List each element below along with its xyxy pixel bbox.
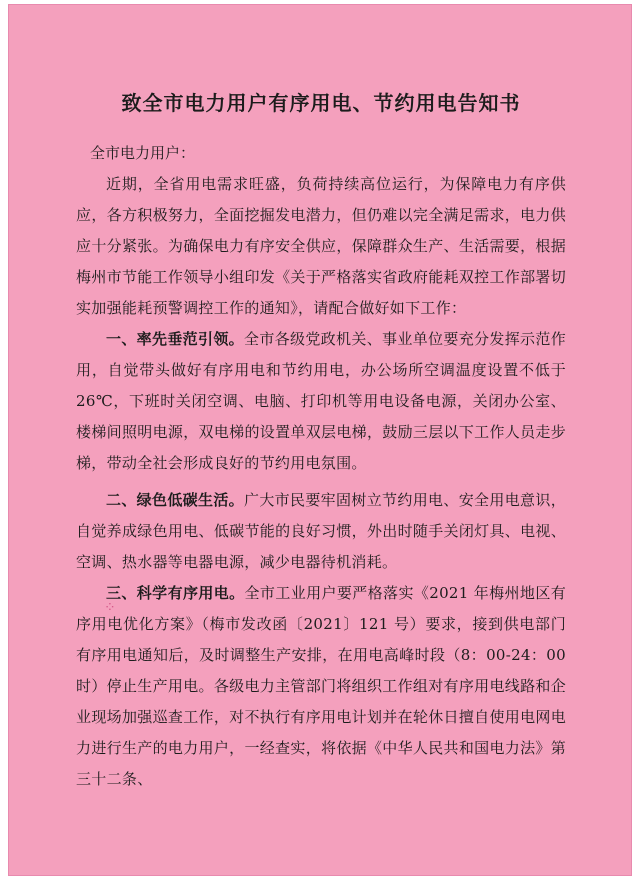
salutation: 全市电力用户： [90, 144, 196, 162]
document-title: 致全市电力用户有序用电、节约用电告知书 [121, 91, 521, 115]
section-3-paragraph [76, 578, 566, 795]
ink-smudge-mark: ⁘ [104, 600, 116, 616]
section-3-body: 全市工业用户要严格落实《2021 年梅州地区有序用电优化方案》（梅市发改函〔2021〕121 号）要求，接到供电部门有序用电通知后，及时调整生产安排，在用电高峰时段（8：00-24：00 时）停止生产用电。各级电力主管部门将组织工作组对有序用电线路和企业现场加强巡查工作，对不执行有序用电计划并在轮休日擅自使用电网电力进行生产的电力用户，一经查实，将依据《中华人民共和国电力法》第三十二条、 [76, 584, 567, 788]
section-1-paragraph [76, 324, 566, 479]
document-page [8, 4, 632, 876]
intro-paragraph: 近期，全省用电需求旺盛，负荷持续高位运行，为保障电力有序供应，各方积极努力，全面挖掘发电潜力，但仍难以完全满足需求，电力供应十分紧张。为确保电力有序安全供应，保障群众生产、生活需要，根据梅州市节能工作领导小组印发《关于严格落实省政府能耗双控工作部署切实加强能耗预警调控工作的通知》，请配合做好如下工作： [76, 175, 566, 317]
section-3-heading: 三、科学有序用电。 [106, 584, 245, 602]
section-1-heading: 一、率先垂范引领。 [106, 330, 245, 348]
section-2-body: 广大市民要牢固树立节约用电、安全用电意识，自觉养成绿色用电、低碳节能的良好习惯，外出时随手关闭灯具、电视、空调、热水器等电器电源，减少电器待机消耗。 [76, 491, 566, 571]
section-2-paragraph [76, 485, 566, 578]
section-1-body: 全市各级党政机关、事业单位要充分发挥示范作用，自觉带头做好有序用电和节约用电，办公场所空调温度设置不低于 26℃，下班时关闭空调、电脑、打印机等用电设备电源，关闭办公室、楼梯间照明电源，双电梯的设置单双层电梯，鼓励三层以下工作人员走步梯，带动全社会形成良好的节约用电氛围。 [76, 330, 566, 472]
section-2-heading: 二、绿色低碳生活。 [106, 491, 245, 509]
document-body [76, 90, 566, 795]
